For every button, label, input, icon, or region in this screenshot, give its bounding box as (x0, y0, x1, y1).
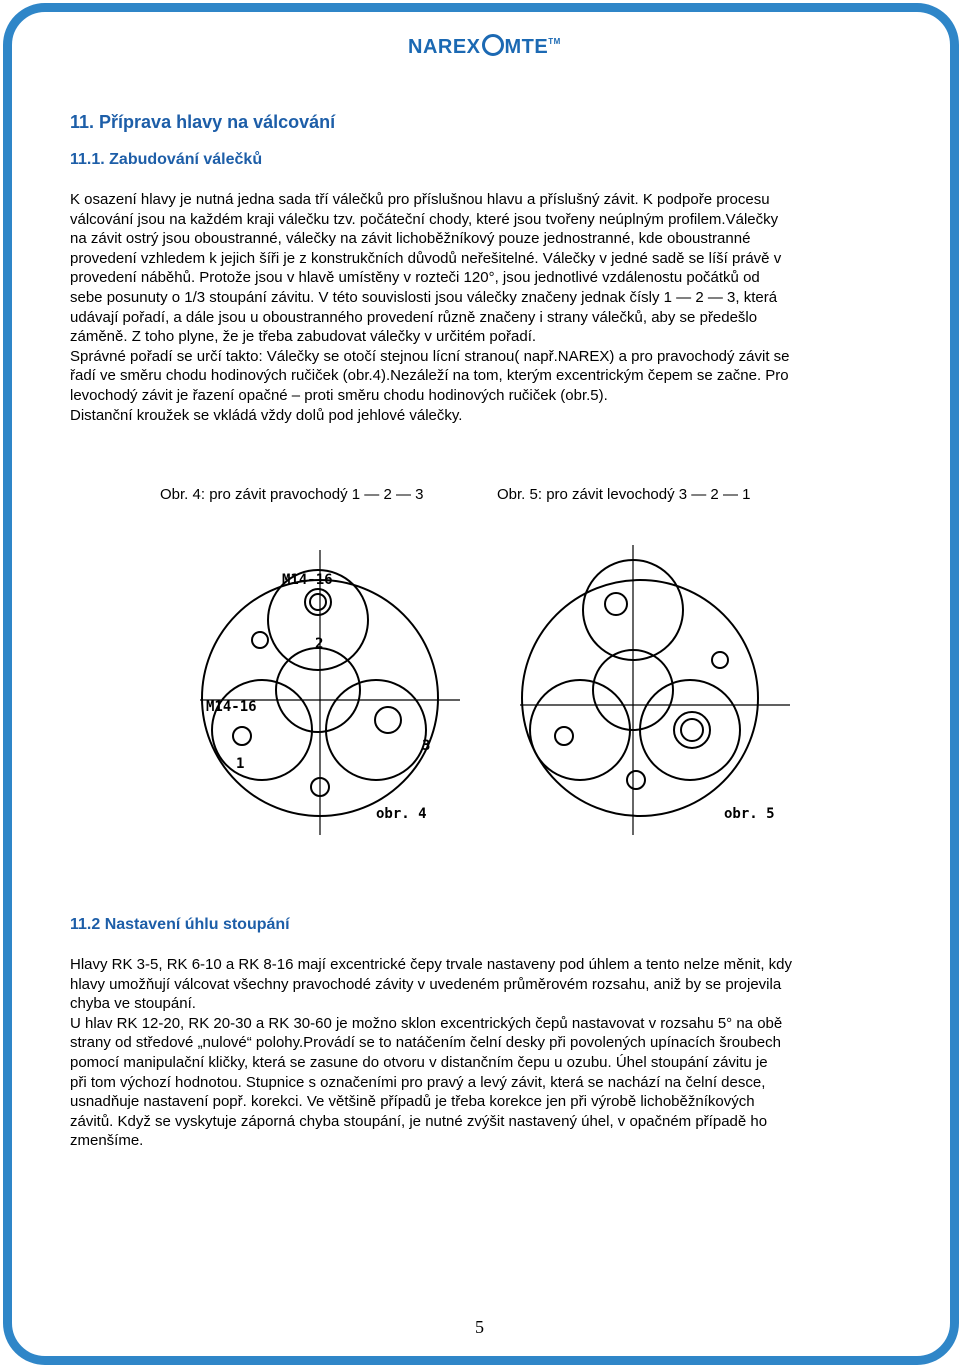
roller-2-pin (305, 589, 331, 615)
text-line: při tom výchozí hodnotou. Stupnice s označeními pro pravý a levý závit, která se nachází na čelní desce, (70, 1073, 766, 1091)
logo-tm: TM (548, 37, 561, 46)
text-line: závitů. Když se vyskytuje záporná chyba stoupání, je nutné zvýšit nastavený úhel, v opačném případě ho (70, 1112, 768, 1130)
logo-ring-icon (482, 34, 504, 56)
text-line: levochodý závit je řazení opačné – proti směru chodu hodinových ručiček (obr.5). (70, 386, 608, 404)
left-pin (252, 632, 268, 648)
page-number: 5 (475, 1317, 484, 1337)
text-line: usnadňuje nastavení popř. korekci. Ve většině případů je třeba korekce jen při výrobě lichoběžníkových (70, 1093, 755, 1111)
text-line: Hlavy RK 3-5, RK 6-10 a RK 8-16 mají excentrické čepy trvale nastaveny pod úhlem a tento nelze měnit, kdy (70, 956, 793, 973)
text-line: Správné pořadí se určí takto: Válečky se otočí stejnou lícní stranou( např.NAREX) a pro pravochodý závit se (70, 347, 790, 365)
fig4-num-right: 3 (422, 738, 431, 754)
text-line: udávají pořadí, a dále jsou u oboustranného provedení různě značeny i strany válečků, aby se předešlo (70, 308, 758, 326)
text-line: na závit ostrý jsou oboustranné, válečky na závit lichoběžníkový pouze jednostranné, kde oboustranné (70, 230, 751, 248)
roller-top-pin (605, 593, 627, 615)
head-outline (522, 580, 758, 816)
bottom-pin (627, 771, 645, 789)
subsection-title-1: 11.1. Zabudování válečků (70, 151, 263, 168)
text-line: U hlav RK 12-20, RK 20-30 a RK 30-60 je možno sklon excentrických čepů nastavovat v rozsahu 5° na obě (70, 1014, 783, 1032)
figure-4-diagram (200, 540, 470, 845)
fig4-label-left: M14-16 (206, 699, 257, 715)
text-line: K osazení hlavy je nutná jedna sada tří válečků pro příslušnou hlavu a příslušný závit. K podpoře procesu (70, 191, 770, 208)
text-line: provedení vzhledem k jejich šíři je z konstrukčních důvodů neřešitelné. Válečky v jedné sadě se líší právě v (70, 249, 782, 267)
right-pin (712, 652, 728, 668)
figure-5-caption: Obr. 5: pro závit levochodý 3 — 2 — 1 (497, 486, 751, 503)
roller-left (530, 680, 630, 780)
figure-4-caption: Obr. 4: pro závit pravochodý 1 — 2 — 3 (160, 486, 424, 503)
subsection-title-2: 11.2 Nastavení úhlu stoupání (70, 916, 290, 933)
text-line: provedení náběhů. Protože jsou v hlavě umístěny v rozteči 120°, jsou jednotlivé vzdálenostu počátků od (70, 269, 760, 287)
text-line: sebe posunuty o 1/3 stoupání závitu. V této souvislosti jsou válečky značeny jednak čísly 1 — 2 — 3, která (70, 288, 778, 306)
logo-right-text: MTE (504, 36, 549, 58)
text-line: řadí ve směru chodu hodinových ručiček (obr.4).Nezáleží na tom, kterým excentrickým čepem se začne. Pro (70, 367, 789, 385)
roller-right-pin (674, 712, 710, 748)
roller-1-pin (233, 727, 251, 745)
narex-mte-logo (408, 34, 561, 59)
text-line: válcování jsou na každém kraji válečku tzv. počáteční chody, které jsou tvořeny neúplným profilem.Válečky (70, 210, 779, 228)
paragraph-1 (70, 190, 890, 425)
logo-left-text: NAREX (408, 36, 481, 58)
roller-right (640, 680, 740, 780)
fig4-label-top: M14-16 (282, 572, 333, 588)
roller-left-pin (555, 727, 573, 745)
text-line: Distanční kroužek se vkládá vždy dolů pod jehlové válečky. (70, 406, 463, 424)
fig4-num-top: 2 (315, 636, 324, 652)
text-line: záměně. Z toho plyne, že je třeba zabudovat válečky v určitém pořadí. (70, 328, 537, 346)
figure-5-diagram (520, 540, 790, 845)
roller-3 (326, 680, 426, 780)
roller-1 (212, 680, 312, 780)
roller-3-pin (375, 707, 401, 733)
text-line: strany od středové „nulové“ polohy.Provádí se to natáčením čelní desky při povolených upínacích šroubech (70, 1034, 781, 1052)
fig4-tag: obr. 4 (376, 806, 427, 822)
text-line: chyba ve stoupání. (70, 995, 196, 1013)
section-title: 11. Příprava hlavy na válcování (70, 112, 336, 132)
text-line: pomocí manipulační kličky, která se zasune do otvoru v distančním čepu u ozubu. Úhel stoupání závitu je (70, 1053, 768, 1071)
roller-2-pin-inner (310, 594, 326, 610)
fig4-num-left: 1 (236, 756, 245, 772)
roller-right-pin-inner (681, 719, 703, 741)
paragraph-2 (70, 955, 890, 1151)
text-line: zmenšíme. (70, 1132, 144, 1150)
text-line: hlavy umožňují válcovat všechny pravochodé závity v uvedeném průměrovém rozsahu, aniž by se projevila (70, 975, 782, 993)
fig5-tag: obr. 5 (724, 806, 775, 822)
